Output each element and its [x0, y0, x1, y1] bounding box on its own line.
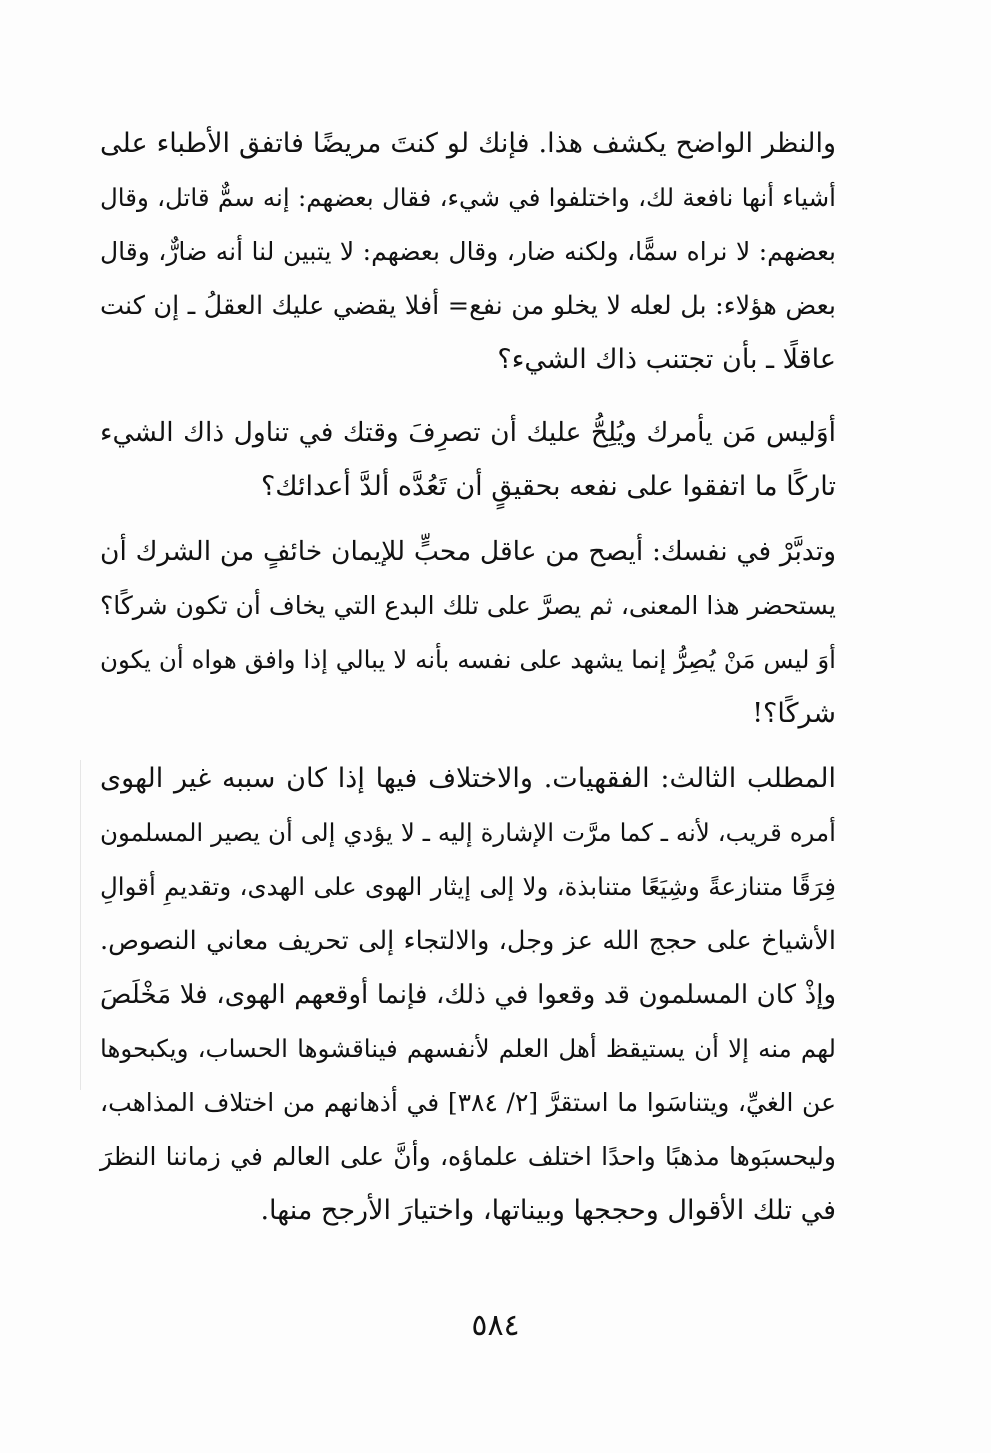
- text-line: المطلب الثالث: الفقهيات. والاختلاف فيها إذا كان سببه غير الهوى: [100, 763, 836, 794]
- text-line: وإذْ كان المسلمون قد وقعوا في ذلك، فإنما أوقعهم الهوى، فلا مَخْلَصَ: [100, 980, 836, 1010]
- text-line: الأشياخ على حجج الله عز وجل، والالتجاء إلى تحريف معاني النصوص.: [100, 926, 836, 956]
- text-line: أوَ ليس مَنْ يُصِرُّ إنما يشهد على نفسه بأنه لا يبالي إذا وافق هواه أن يكون: [100, 645, 836, 674]
- paragraph-4: [100, 752, 836, 1238]
- text-line: عن الغيِّ، ويتناسَوا ما استقرَّ [٢/ ٣٨٤] في أذهانهم من اختلاف المذاهب،: [100, 1088, 837, 1117]
- text-line: تاركًا ما اتفقوا على نفعه بحقيقٍ أن تَعُدَّه ألدَّ أعدائك؟: [260, 471, 836, 502]
- text-line: شركًا؟!: [752, 698, 836, 729]
- paragraph-1: [100, 117, 836, 387]
- text-line: أوَليس مَن يأمرك ويُلِحُّ عليك أن تصرِفَ وقتك في تناول ذاك الشيء: [100, 417, 836, 448]
- page-number: ٥٨٤: [471, 1308, 520, 1343]
- text-line: يستحضر هذا المعنى، ثم يصرَّ على تلك البدع التي يخاف أن تكون شركًا؟: [100, 591, 836, 620]
- text-line: في تلك الأقوال وحججها وبيناتها، واختيارَ الأرجح منها.: [260, 1195, 836, 1226]
- text-line: بعضهم: لا نراه سمًّا، ولكنه ضار، وقال بعضهم: لا يتبين لنا أنه ضارٌّ، وقال: [100, 237, 836, 266]
- text-line: والنظر الواضح يكشف هذا. فإنك لو كنتَ مريضًا فاتفق الأطباء على: [100, 128, 836, 159]
- text-line: وتدبَّرْ في نفسك: أيصح من عاقل محبٍّ للإيمان خائفٍ من الشرك أن: [100, 536, 836, 567]
- text-line: بعض هؤلاء: بل لعله لا يخلو من نفع= أفلا يقضي عليك العقلُ ـ إن كنت: [100, 291, 836, 321]
- text-line: لهم منه إلا أن يستيقظ أهل العلم لأنفسهم فيناقشوها الحساب، ويكبحوها: [100, 1034, 836, 1063]
- text-line: أشياء أنها نافعة لك، واختلفوا في شيء، فقال بعضهم: إنه سمٌّ قاتل، وقال: [100, 183, 836, 212]
- text-line: عاقلًا ـ بأن تجتنب ذاك الشيء؟: [497, 344, 836, 375]
- margin-rule: [80, 760, 81, 1090]
- text-line: أمره قريب، لأنه ـ كما مرَّت الإشارة إليه ـ لا يؤدي إلى أن يصير المسلمون: [100, 818, 836, 847]
- text-line: وليحسبَوها مذهبًا واحدًا اختلف علماؤه، وأنَّ على العالم في زماننا النظرَ: [100, 1142, 836, 1171]
- text-line: فِرَقًا متنازعةً وشِيَعًا متنابذة، ولا إلى إيثار الهوى على الهدى، وتقديمِ أقوالِ: [100, 872, 836, 901]
- paragraph-3: [100, 525, 836, 741]
- paragraph-2: [100, 406, 836, 514]
